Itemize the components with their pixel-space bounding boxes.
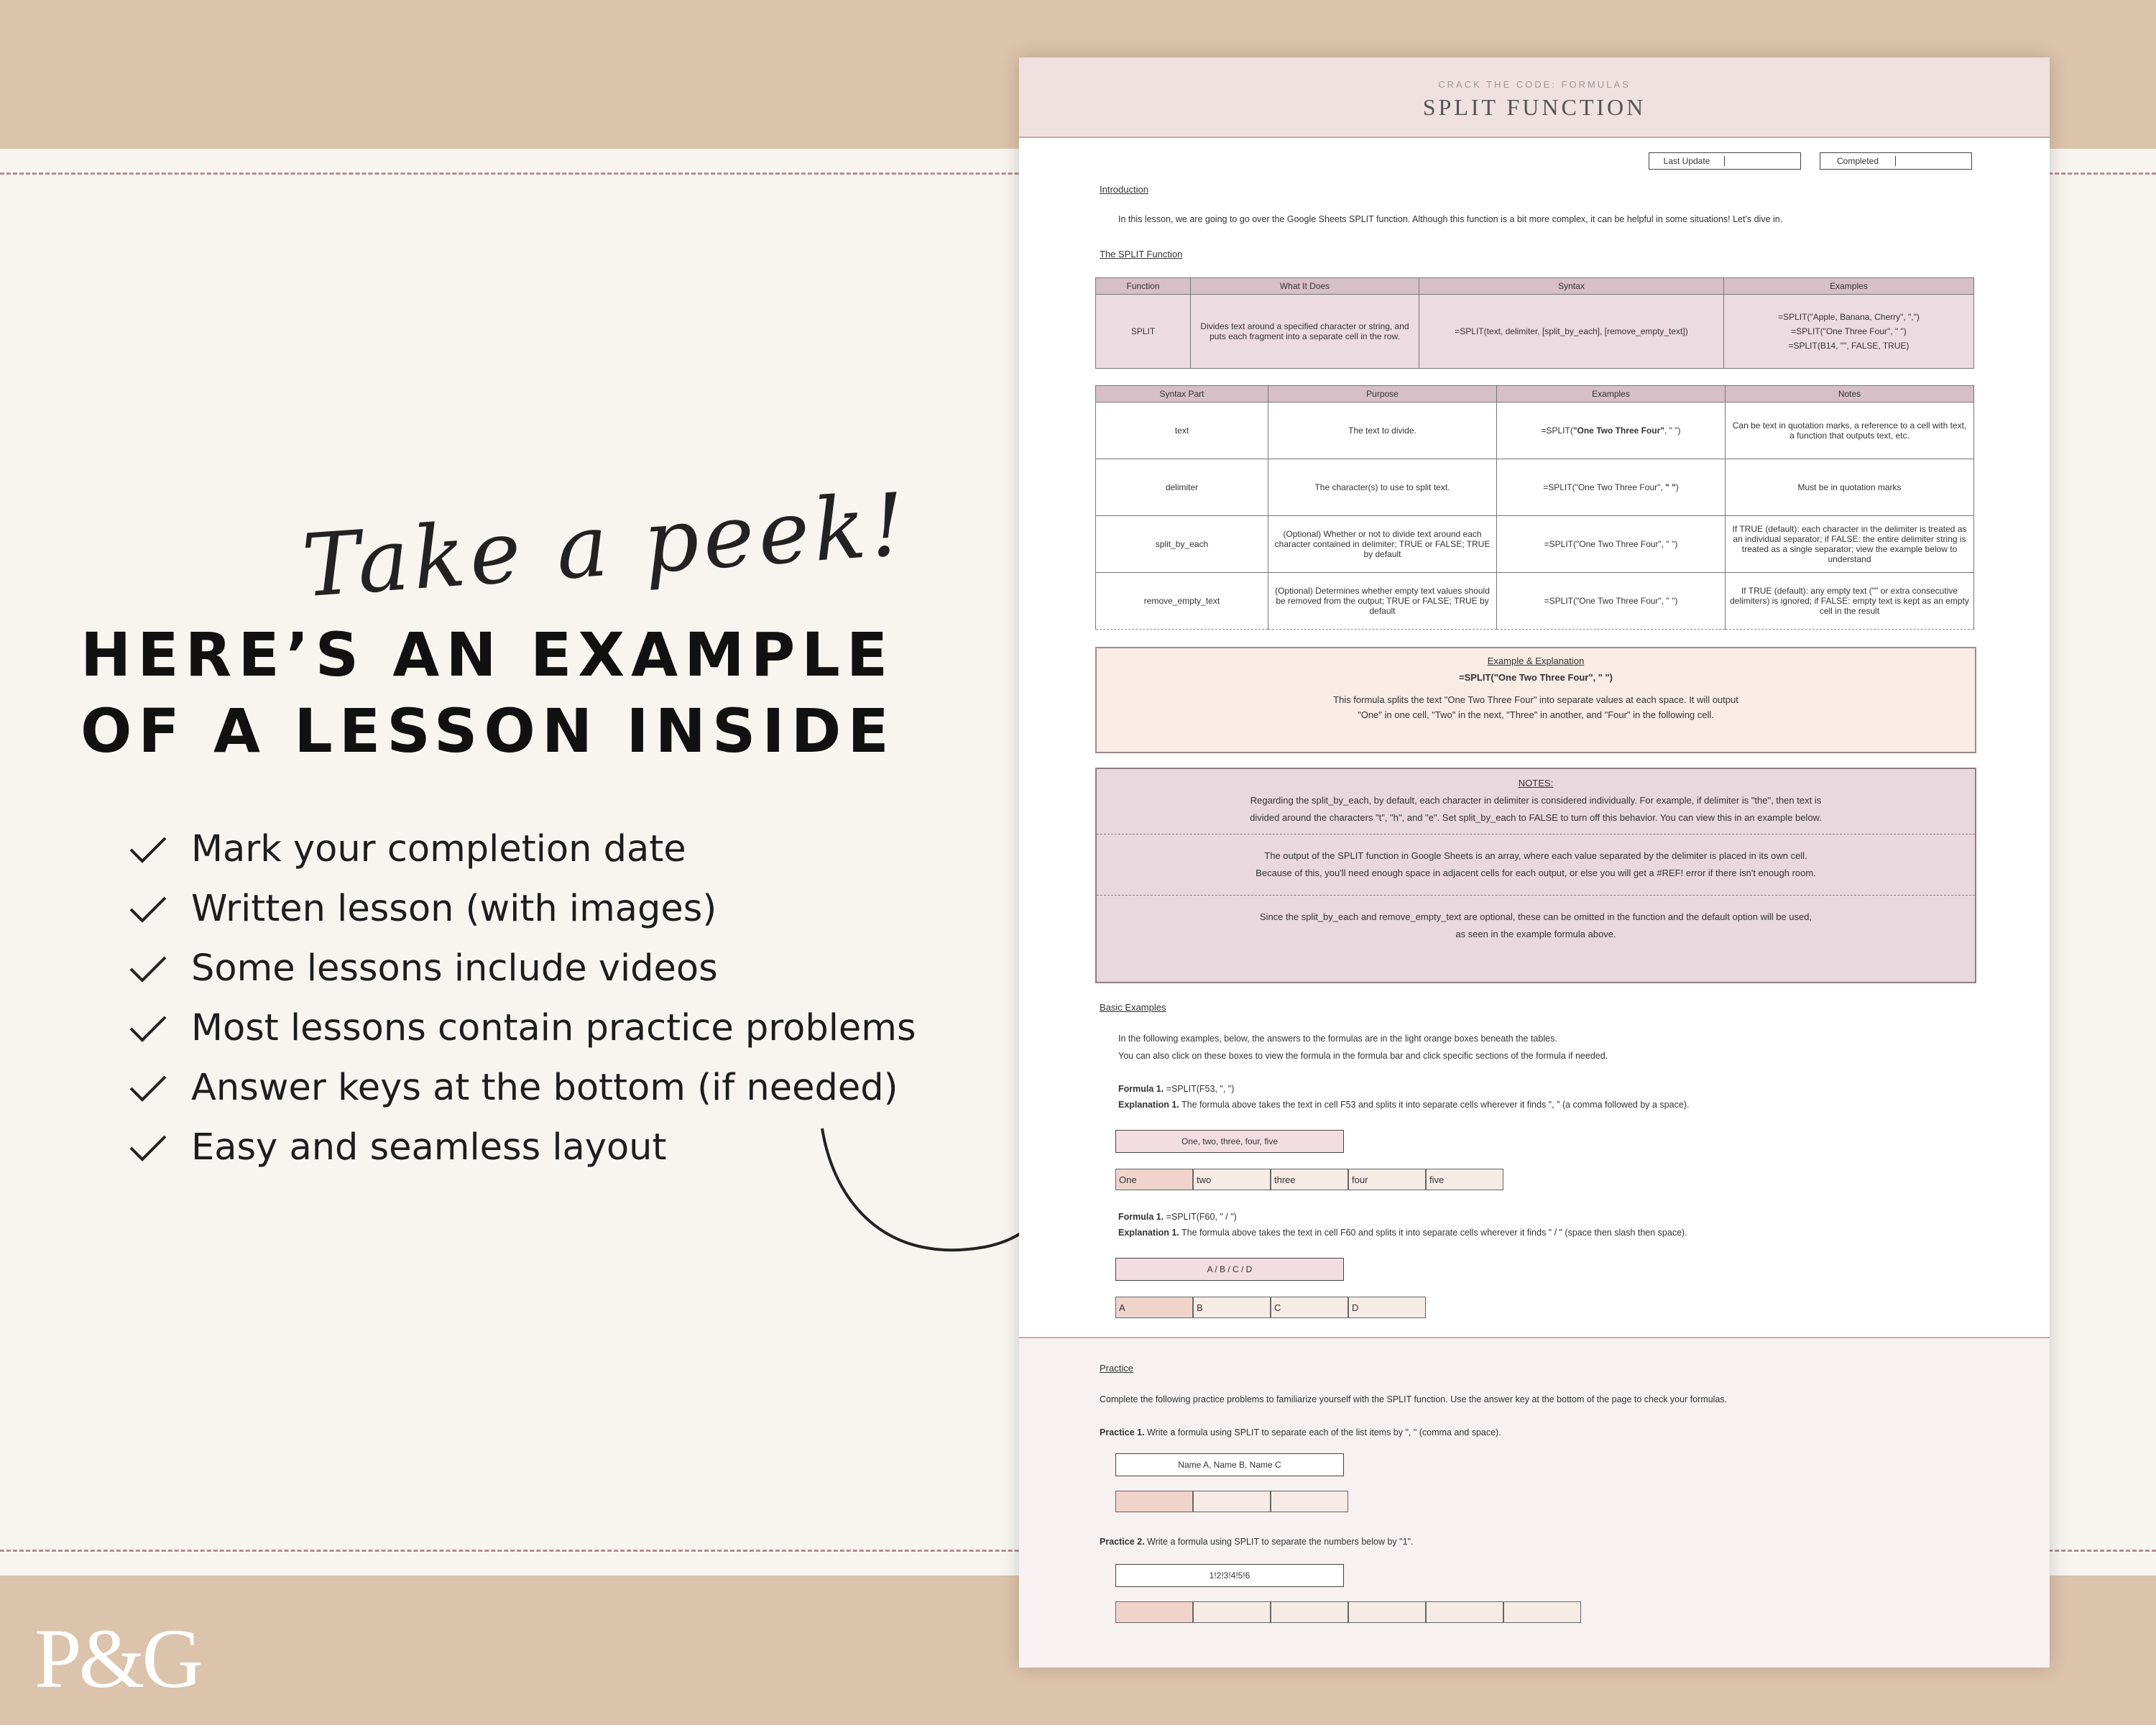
check-icon [128, 835, 172, 864]
document-title: SPLIT FUNCTION [1422, 94, 1646, 120]
syntax-part-cell: delimiter [1096, 459, 1268, 516]
table-row [1096, 459, 1974, 516]
answer-cell[interactable] [1348, 1601, 1426, 1623]
formula-text: =SPLIT(F60, " / ") [1166, 1212, 1237, 1222]
practice-line [1100, 1537, 1413, 1547]
note-line: Since the split_by_each and remove_empty_text are optional, these can be omitted in the function and the default option will be used, [1259, 911, 1812, 922]
answer-cell[interactable] [1193, 1491, 1271, 1512]
check-icon [128, 895, 172, 924]
note-line: as seen in the example formula above. [1455, 929, 1616, 939]
completed-field[interactable] [1820, 152, 1972, 170]
output-cell[interactable]: two [1193, 1169, 1271, 1190]
function-name-cell: SPLIT [1096, 295, 1191, 369]
answer-cell[interactable] [1426, 1601, 1503, 1623]
table-row [1096, 402, 1974, 459]
function-table [1095, 277, 1974, 369]
feature-item [128, 1058, 916, 1118]
practice-line [1100, 1427, 1501, 1438]
purpose-cell: (Optional) Whether or not to divide text around each character contained in delimiter; TRUE or FALSE; TRUE by default [1268, 516, 1497, 573]
syntax-part-cell: split_by_each [1096, 516, 1268, 573]
example-heading: Example & Explanation [1487, 656, 1585, 666]
example-explanation-box [1095, 647, 1976, 753]
example-input-cell[interactable]: One, two, three, four, five [1115, 1130, 1344, 1153]
formula-text: =SPLIT(F53, ", ") [1166, 1084, 1235, 1094]
example-post: ) [1675, 482, 1679, 492]
feature-item [128, 998, 916, 1058]
feature-item [128, 879, 916, 939]
note-line: divided around the characters "t", "h", and "e". Set split_by_each to FALSE to turn off this behavior. You can view this in an example below. [1250, 812, 1822, 823]
example-bold: " " [1665, 482, 1676, 492]
table-header: Purpose [1268, 386, 1497, 402]
check-icon [128, 1074, 172, 1103]
explanation-text: The formula above takes the text in cell F53 and splits it into separate cells wherever it finds ", " (a comma followed by a space). [1181, 1100, 1690, 1110]
feature-text: Easy and seamless layout [191, 1126, 667, 1169]
answer-cell[interactable] [1271, 1491, 1348, 1512]
syntax-part-cell: remove_empty_text [1096, 573, 1268, 630]
example-output-row [1115, 1297, 1426, 1318]
example-cell [1497, 402, 1726, 459]
last-update-label: Last Update [1649, 156, 1725, 166]
output-cell[interactable]: five [1426, 1169, 1503, 1190]
last-update-field[interactable] [1649, 152, 1801, 170]
example-input-cell[interactable]: A / B / C / D [1115, 1258, 1344, 1281]
notes-section [1097, 769, 1975, 834]
output-cell[interactable]: C [1271, 1297, 1348, 1318]
example-line: This formula splits the text "One Two Three Four" into separate values at each space. It will output [1333, 694, 1738, 705]
feature-item [128, 819, 916, 879]
completed-label: Completed [1820, 156, 1896, 166]
practice-answer-row [1115, 1491, 1348, 1512]
formula-line [1118, 1212, 1237, 1222]
check-icon [128, 1014, 172, 1043]
output-cell[interactable]: D [1348, 1297, 1426, 1318]
notes-heading: NOTES: [1518, 778, 1554, 788]
explanation-label: Explanation 1. [1118, 1228, 1179, 1238]
purpose-cell: The character(s) to use to split text. [1268, 459, 1497, 516]
example-bold: "One Two Three Four" [1572, 426, 1664, 436]
syntax-part-cell: text [1096, 402, 1268, 459]
table-header: What It Does [1191, 278, 1419, 295]
practice-text: Write a formula using SPLIT to separate the numbers below by "1". [1147, 1537, 1414, 1547]
feature-text: Mark your completion date [191, 828, 686, 870]
note-line: Because of this, you'll need enough space in adjacent cells for each output, or else you will get a #REF! error if there isn't enough room. [1256, 868, 1816, 878]
answer-cell[interactable] [1193, 1601, 1271, 1623]
feature-text: Answer keys at the bottom (if needed) [191, 1067, 898, 1109]
feature-item [128, 939, 916, 998]
check-icon [128, 954, 172, 983]
explanation-text: The formula above takes the text in cell F60 and splits it into separate cells wherever it finds " / " (space then slash then space). [1181, 1228, 1687, 1238]
example-formula: =SPLIT(B14, "", FALSE, TRUE) [1788, 341, 1909, 351]
output-cell[interactable]: A [1115, 1297, 1193, 1318]
intro-heading: Introduction [1100, 184, 1148, 195]
practice-answer-row [1115, 1601, 1581, 1623]
table-row [1096, 516, 1974, 573]
table-row [1096, 295, 1974, 369]
practice-section [1019, 1337, 2050, 1668]
table-header: Examples [1724, 278, 1974, 295]
example-formula: =SPLIT("One Two Three Four", " ") [1458, 672, 1613, 683]
function-examples-cell [1724, 295, 1974, 369]
table-row [1096, 573, 1974, 630]
example-pre: =SPLIT("One Two Three Four", [1543, 482, 1666, 492]
notes-section [1097, 896, 1975, 950]
table-header: Notes [1726, 386, 1974, 402]
practice-heading: Practice [1100, 1363, 1133, 1374]
answer-cell[interactable] [1503, 1601, 1581, 1623]
output-cell[interactable]: B [1193, 1297, 1271, 1318]
notes-cell: If TRUE (default): any empty text ("" or extra consecutive delimiters) is ignored; if FALSE: empty text is kept as an empty cell in the result [1726, 573, 1974, 630]
example-formula: =SPLIT("Apple, Banana, Cherry", ",") [1778, 312, 1920, 322]
tagline: Take a peek! [299, 474, 913, 617]
example-formula: =SPLIT("One Three Four", " ") [1791, 326, 1907, 336]
practice-input-cell[interactable]: Name A, Name B, Name C [1115, 1453, 1344, 1476]
example-cell: =SPLIT("One Two Three Four", " ") [1497, 516, 1726, 573]
explanation-label: Explanation 1. [1118, 1100, 1179, 1110]
document-header [1019, 58, 2050, 138]
syntax-table [1095, 385, 1974, 630]
example-cell [1497, 459, 1726, 516]
practice-text: Write a formula using SPLIT to separate each of the list items by ", " (comma and space). [1147, 1427, 1501, 1438]
note-line: Regarding the split_by_each, by default, each character in delimiter is considered individually. For example, if delimiter is "the", then text is [1250, 795, 1822, 806]
notes-cell: If TRUE (default): each character in the delimiter is treated as an individual separator; if FALSE: the entire delimiter string is treated as a single separator; view the example below to understand [1726, 516, 1974, 573]
example-pre: =SPLIT( [1541, 426, 1573, 436]
notes-section [1097, 834, 1975, 896]
explanation-line [1118, 1100, 1689, 1110]
headline-line-1: HERE’S AN EXAMPLE [80, 620, 895, 690]
notes-cell: Must be in quotation marks [1726, 459, 1974, 516]
table-header: Examples [1497, 386, 1726, 402]
purpose-cell: The text to divide. [1268, 402, 1497, 459]
practice-label: Practice 1. [1100, 1427, 1145, 1438]
table-header: Syntax [1419, 278, 1724, 295]
notes-box [1095, 768, 1976, 983]
answer-cell[interactable] [1271, 1601, 1348, 1623]
notes-cell: Can be text in quotation marks, a reference to a cell with text, a function that outputs text, etc. [1726, 402, 1974, 459]
lesson-document [1019, 58, 2050, 1668]
intro-text: In this lesson, we are going to go over the Google Sheets SPLIT function. Although this function is a bit more complex, it can be helpful in some situations! Let's dive in. [1118, 214, 1783, 224]
explanation-line [1118, 1228, 1687, 1238]
document-subtitle: CRACK THE CODE: FORMULAS [1438, 79, 1631, 90]
purpose-cell: (Optional) Determines whether empty text values should be removed from the output; TRUE or FALSE; TRUE by default [1268, 573, 1497, 630]
answer-cell[interactable] [1115, 1491, 1193, 1512]
feature-item [128, 1118, 916, 1177]
feature-text: Some lessons include videos [191, 947, 718, 990]
output-cell[interactable]: four [1348, 1169, 1426, 1190]
practice-intro: Complete the following practice problems to familiarize yourself with the SPLIT function. Use the answer key at the bottom of the page to check your formulas. [1100, 1394, 1728, 1404]
example-post: , " ") [1664, 426, 1681, 436]
feature-list [128, 819, 916, 1177]
basic-intro-line: In the following examples, below, the answers to the formulas are in the light orange boxes beneath the tables. [1118, 1034, 1557, 1044]
example-line: "One" in one cell, "Two" in the next, "Three" in another, and "Four" in the following cell. [1358, 709, 1714, 720]
headline [80, 617, 895, 769]
function-syntax-cell: =SPLIT(text, delimiter, [split_by_each], [remove_empty_text]) [1419, 295, 1724, 369]
answer-cell[interactable] [1115, 1601, 1193, 1623]
practice-label: Practice 2. [1100, 1537, 1145, 1547]
example-cell: =SPLIT("One Two Three Four", " ") [1497, 573, 1726, 630]
basic-intro-line: You can also click on these boxes to view the formula in the formula bar and click specific sections of the formula if needed. [1118, 1051, 1608, 1061]
output-cell[interactable]: One [1115, 1169, 1193, 1190]
table-header: Syntax Part [1096, 386, 1268, 402]
feature-text: Written lesson (with images) [191, 888, 717, 930]
check-icon [128, 1133, 172, 1162]
table-header: Function [1096, 278, 1191, 295]
function-description-cell: Divides text around a specified character or string, and puts each fragment into a separate cell in the row. [1191, 295, 1419, 369]
formula-line [1118, 1084, 1234, 1094]
brand-logo: P&G [34, 1611, 201, 1706]
feature-text: Most lessons contain practice problems [191, 1007, 916, 1049]
practice-input-cell[interactable]: 1!2!3!4!5!6 [1115, 1564, 1344, 1587]
example-output-row [1115, 1169, 1503, 1190]
formula-label: Formula 1. [1118, 1084, 1164, 1094]
basic-examples-heading: Basic Examples [1100, 1002, 1166, 1013]
note-line: The output of the SPLIT function in Google Sheets is an array, where each value separated by the delimiter is placed in its own cell. [1264, 850, 1807, 861]
formula-label: Formula 1. [1118, 1212, 1164, 1222]
function-heading: The SPLIT Function [1100, 249, 1183, 259]
output-cell[interactable]: three [1271, 1169, 1348, 1190]
headline-line-2: OF A LESSON INSIDE [80, 696, 895, 766]
